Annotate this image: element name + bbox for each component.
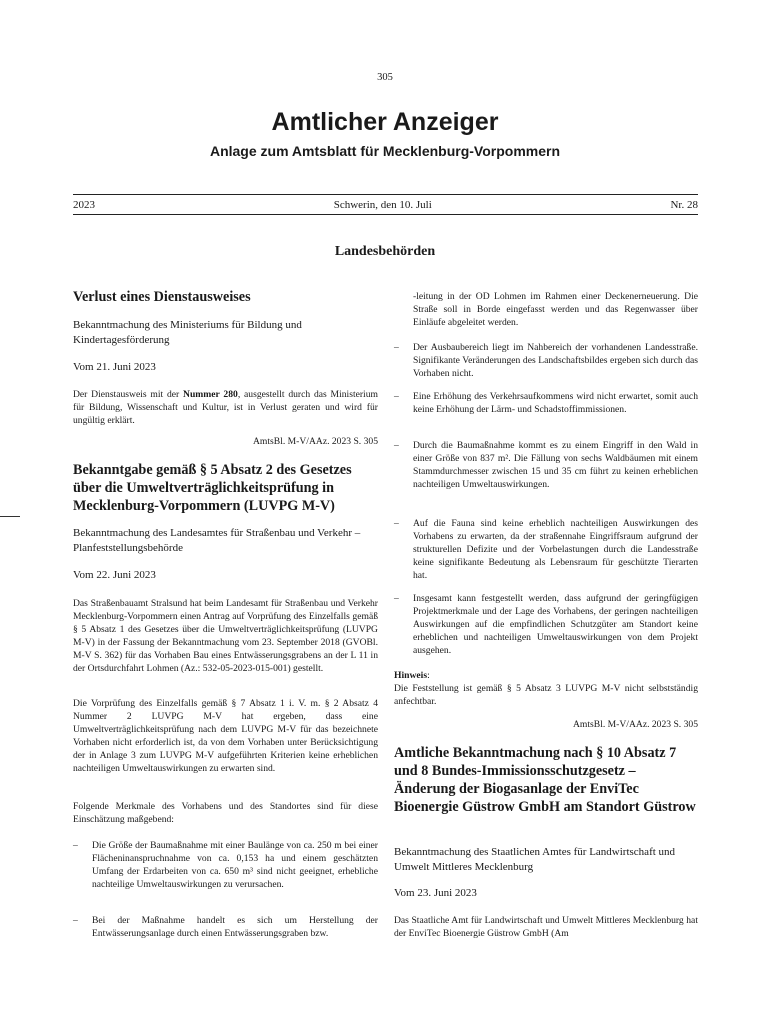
list-item-text: Der Ausbaubereich liegt im Nahbereich der vorhandenen Landesstraße. Signifikante Veränderungen des Landschaftsbildes ergeben sich durch das Vorhaben nicht. [413, 342, 698, 379]
list-item-text: Eine Erhöhung des Verkehrsaufkommens wird nicht erwartet, somit auch keine Erhöhung der Lärm- und Schadstoffimmissionen. [413, 391, 698, 415]
article-intro-bimschg: Bekanntmachung des Staatlichen Amtes für Landwirtschaft und Umwelt Mittleres Mecklenburg [394, 846, 676, 873]
section-title: Landesbehörden [334, 244, 436, 259]
list-dash: – [394, 342, 399, 353]
list-item-text: Die Größe der Baumaßnahme mit einer Baulänge von ca. 250 m bei einer Flächeninanspruchnahme von ca. 0,153 ha und einem geschätzten Umfang der Erdarbeiten von ca. 650 m³ sind nicht geeignet, erhebliche nachteilige Umweltauswirkungen zu verursachen. [92, 840, 378, 890]
article-date-dienstausweis: Vom 21. Juni 2023 [73, 361, 156, 373]
list-item [394, 517, 698, 583]
note-label-text: Hinweis [394, 670, 428, 681]
list-dash: – [394, 391, 399, 402]
article-date-bimschg: Vom 23. Juni 2023 [394, 887, 477, 899]
article-body-dienstausweis [73, 388, 378, 427]
article-intro-luvpg: Bekanntmachung des Landesamtes für Straßenbau und Verkehr – Planfeststellungsbehörde [73, 527, 361, 554]
list-item-text: Auf die Fauna sind keine erheblich nachteiligen Auswirkungen des Vorhabens zu erwarten, da der straßennahe Eingriffsraum aufgrund der strukturellen Defizite und der Vorbelastungen durch die Landesstraße keine signifikante Bedeutung als Lebensraum für geschützte Tierarten hat. [413, 518, 698, 581]
list-dash: – [73, 915, 78, 926]
issue-meta [73, 199, 698, 211]
list-item [394, 390, 698, 430]
list-dash: – [394, 440, 399, 451]
ausweis-number: Nummer 280 [183, 389, 238, 400]
header-rule-bottom [73, 214, 698, 215]
note-label: Hinweis: [394, 670, 430, 681]
list-item [73, 839, 378, 905]
list-item-text: Insgesamt kann festgestellt werden, dass aufgrund der geringfügigen Projektmerkmale und der Lage des Vorhabens, der geringen nachteiligen Auswirkungen auf die empfindlichen Schutzgüter am Standort keine erheblichen und nachteiligen Umweltauswirkungen von dem Projekt ausgehen. [413, 593, 698, 656]
issue-year: 2023 [73, 199, 95, 211]
publication-title: Amtlicher Anzeiger [271, 108, 499, 136]
issue-number: Nr. 28 [670, 199, 698, 211]
margin-mark [0, 516, 20, 517]
article-source-dienstausweis: AmtsBl. M-V/AAz. 2023 S. 305 [253, 436, 378, 447]
list-dash: – [73, 840, 78, 851]
list-dash: – [394, 593, 399, 604]
article-heading-luvpg: Bekanntgabe gemäß § 5 Absatz 2 des Gesetzes über die Umweltverträglichkeitsprüfung in Mecklenburg-Vorpommern (LUVPG M-V) [73, 462, 352, 514]
article-paragraph-3: Folgende Merkmale des Vorhabens und des Standortes sind für diese Einschätzung maßgebend: [73, 801, 378, 825]
body-text: , ausgestellt durch das Ministerium für Bildung, Wissenschaft und Kultur, ist in Verlust geraten und wird für ungültig erklärt. [73, 389, 378, 426]
body-text: Der Dienstausweis mit der [73, 389, 184, 400]
article-date-luvpg: Vom 22. Juni 2023 [73, 569, 156, 581]
list-item [73, 914, 378, 942]
list-item-text: Durch die Baumaßnahme kommt es zu einem Eingriff in den Wald in einer Größe von 837 m². Die Fällung von sechs Waldbäumen mit einem Stammdurchmesser zwischen 15 und 35 cm führt zu keinen erheblichen nachteiligen Umweltauswirkungen. [413, 440, 698, 490]
issue-place-date: Schwerin, den 10. Juli [333, 199, 432, 211]
note-text: Die Feststellung ist gemäß § 5 Absatz 3 LUVPG M-V nicht selbstständig anfechtbar. [394, 683, 698, 707]
page-number: 305 [377, 72, 393, 83]
list-item-text: Bei der Maßnahme handelt es sich um Herstellung der Entwässerungsanlage durch einen Entwässerungsgraben bzw. [92, 915, 378, 939]
header-rule-top [73, 194, 698, 195]
publication-subtitle: Anlage zum Amtsblatt für Mecklenburg-Vorpommern [209, 143, 561, 159]
list-item [394, 341, 698, 381]
list-dash: – [394, 518, 399, 529]
list-item [394, 439, 698, 505]
article-source-luvpg: AmtsBl. M-V/AAz. 2023 S. 305 [573, 719, 698, 730]
article-heading-dienstausweis: Verlust eines Dienstausweises [73, 289, 251, 305]
article-body-bimschg: Das Staatliche Amt für Landwirtschaft und Umwelt Mittleres Mecklenburg hat der EnviTec Bioenergie Güstrow GmbH (Am [394, 915, 698, 939]
list-continuation: -leitung in der OD Lohmen im Rahmen einer Deckenerneuerung. Die Straße soll in Borde eingefasst werden und das Regenwasser über Einläufe abgeleitet werden. [413, 291, 698, 328]
article-paragraph-2: Die Vorprüfung des Einzelfalls gemäß § 7 Absatz 1 i. V. m. § 2 Absatz 4 Nummer 2 LUVPG M-V hat ergeben, dass eine Umweltverträglichkeitsprüfung nach dem LUVPG M-V für das bezeichnete Vorhaben nicht erforderlich ist, da von dem Vorhaben unter Berücksichtigung der in Anlage 3 zum LUVPG M-V aufgeführten Kriterien keine erheblichen nachteiligen Umweltauswirkungen zu erwarten sind. [73, 698, 378, 774]
list-item [394, 592, 698, 658]
article-paragraph-1: Das Straßenbauamt Stralsund hat beim Landesamt für Straßenbau und Verkehr Mecklenburg-Vorpommern einen Antrag auf Vorprüfung des Einzelfalls gemäß § 5 Absatz 1 des Gesetzes über die Umweltverträglichkeitsprüfung (LUVPG M-V) in der Fassung der Bekanntmachung vom 23. September 2018 (GVOBl. M-V S. 362) für das Vorhaben Bau eines Entwässerungsgrabens an der L 11 in der Ortsdurchfahrt Lohmen (Az.: 532-05-2023-015-001) gestellt. [73, 598, 378, 674]
article-heading-bimschg: Amtliche Bekanntmachung nach § 10 Absatz 7 und 8 Bundes-Immissionsschutzgesetz – Änderung der Biogasanlage der EnviTec Bioenergie Güstrow GmbH am Standort Güstrow [394, 745, 696, 815]
article-intro-dienstausweis: Bekanntmachung des Ministeriums für Bildung und Kindertagesförderung [73, 319, 302, 346]
